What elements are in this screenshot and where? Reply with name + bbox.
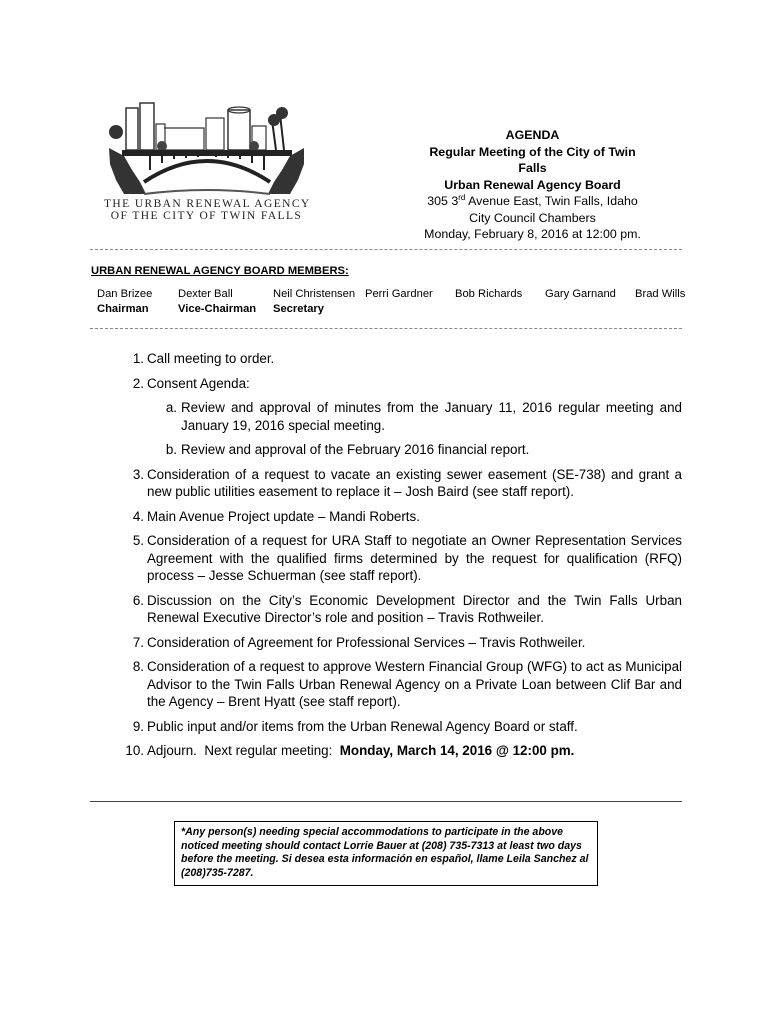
member: Neil Christensen Secretary <box>273 288 356 315</box>
meeting-address: 305 3rd Avenue East, Twin Falls, Idaho <box>427 192 638 208</box>
logo-text-line2: OF THE CITY OF TWIN FALLS <box>110 210 303 222</box>
agenda-item: 10. Adjourn. Next regular meeting: Monday, March 14, 2016 @ 12:00 pm. <box>125 743 575 758</box>
meeting-datetime: Monday, February 8, 2016 at 12:00 pm. <box>424 227 641 241</box>
agenda-list <box>125 350 682 767</box>
members-divider <box>90 328 682 329</box>
agenda-subitem: b. Review and approval of the February 2016 financial report. <box>165 442 530 457</box>
logo-text-line1: THE URBAN RENEWAL AGENCY <box>104 198 311 210</box>
agenda-item: 1. Call meeting to order. <box>132 351 275 366</box>
meeting-type: Regular Meeting of the City of Twin Falls <box>429 144 636 175</box>
next-meeting-date: Monday, March 14, 2016 @ 12:00 pm. <box>339 743 575 758</box>
member: Bob Richards <box>455 288 523 300</box>
agenda-subitem: a. Review and approval of minutes from the January 11, 2016 regular meeting and January 19, 2016 special meeting. <box>165 400 682 433</box>
member: Gary Garnand <box>545 288 616 300</box>
agenda-item: 8. Consideration of a request to approve Western Financial Group (WFG) to act as Municipal Advisor to the Twin Falls Urban Renewal Agency on a Private Loan between Clif Bar and the Agency – Brent Hyatt (see staff report). <box>132 659 682 709</box>
agenda-item: 7. Consideration of Agreement for Professional Services – Travis Rothweiler. <box>132 634 586 650</box>
header-divider <box>90 249 682 250</box>
agenda-item: 6. Discussion on the City’s Economic Development Director and the Twin Falls Urban Renewal Executive Director’s role and position – Travis Rothweiler. <box>132 592 682 625</box>
members-title: URBAN RENEWAL AGENCY BOARD MEMBERS: <box>91 265 349 277</box>
footer-divider <box>90 801 682 802</box>
agency-logo <box>104 100 309 228</box>
member: Brad Wills <box>635 288 686 300</box>
agenda-title: AGENDA <box>505 128 560 142</box>
agenda-item: 4. Main Avenue Project update – Mandi Roberts. <box>132 508 420 524</box>
agenda-item: 2. Consent Agenda: <box>132 375 250 391</box>
member: Dexter Ball Vice-Chairman <box>178 288 257 315</box>
agenda-item: 3. Consideration of a request to vacate an existing sewer easement (SE-738) and grant a new public utilities easement to replace it – Josh Baird (see staff report). <box>132 466 682 499</box>
board-name: Urban Renewal Agency Board <box>444 177 621 192</box>
member: Perri Gardner <box>365 288 433 300</box>
accommodations-notice: *Any person(s) needing special accommodations to participate in the above noticed meeting should contact Lorrie Bauer at (208) 735-7313 at least two days before the meeting. Si desea esta información en español, llame Leila Sanchez al (208)735-7287. <box>174 821 598 886</box>
agenda-item: 5. Consideration of a request for URA Staff to negotiate an Owner Representation Services Agreement with the qualified firms determined by the request for qualification (RFQ) process – Jesse Schuerman (see staff report). <box>132 533 682 583</box>
meeting-location: City Council Chambers <box>469 210 596 225</box>
city-skyline-bridge-logo-icon <box>104 100 309 198</box>
agenda-item: 9. Public input and/or items from the Urban Renewal Agency Board or staff. <box>132 718 578 734</box>
member: Dan Brizee Chairman <box>97 288 153 315</box>
agenda-header <box>420 127 645 243</box>
